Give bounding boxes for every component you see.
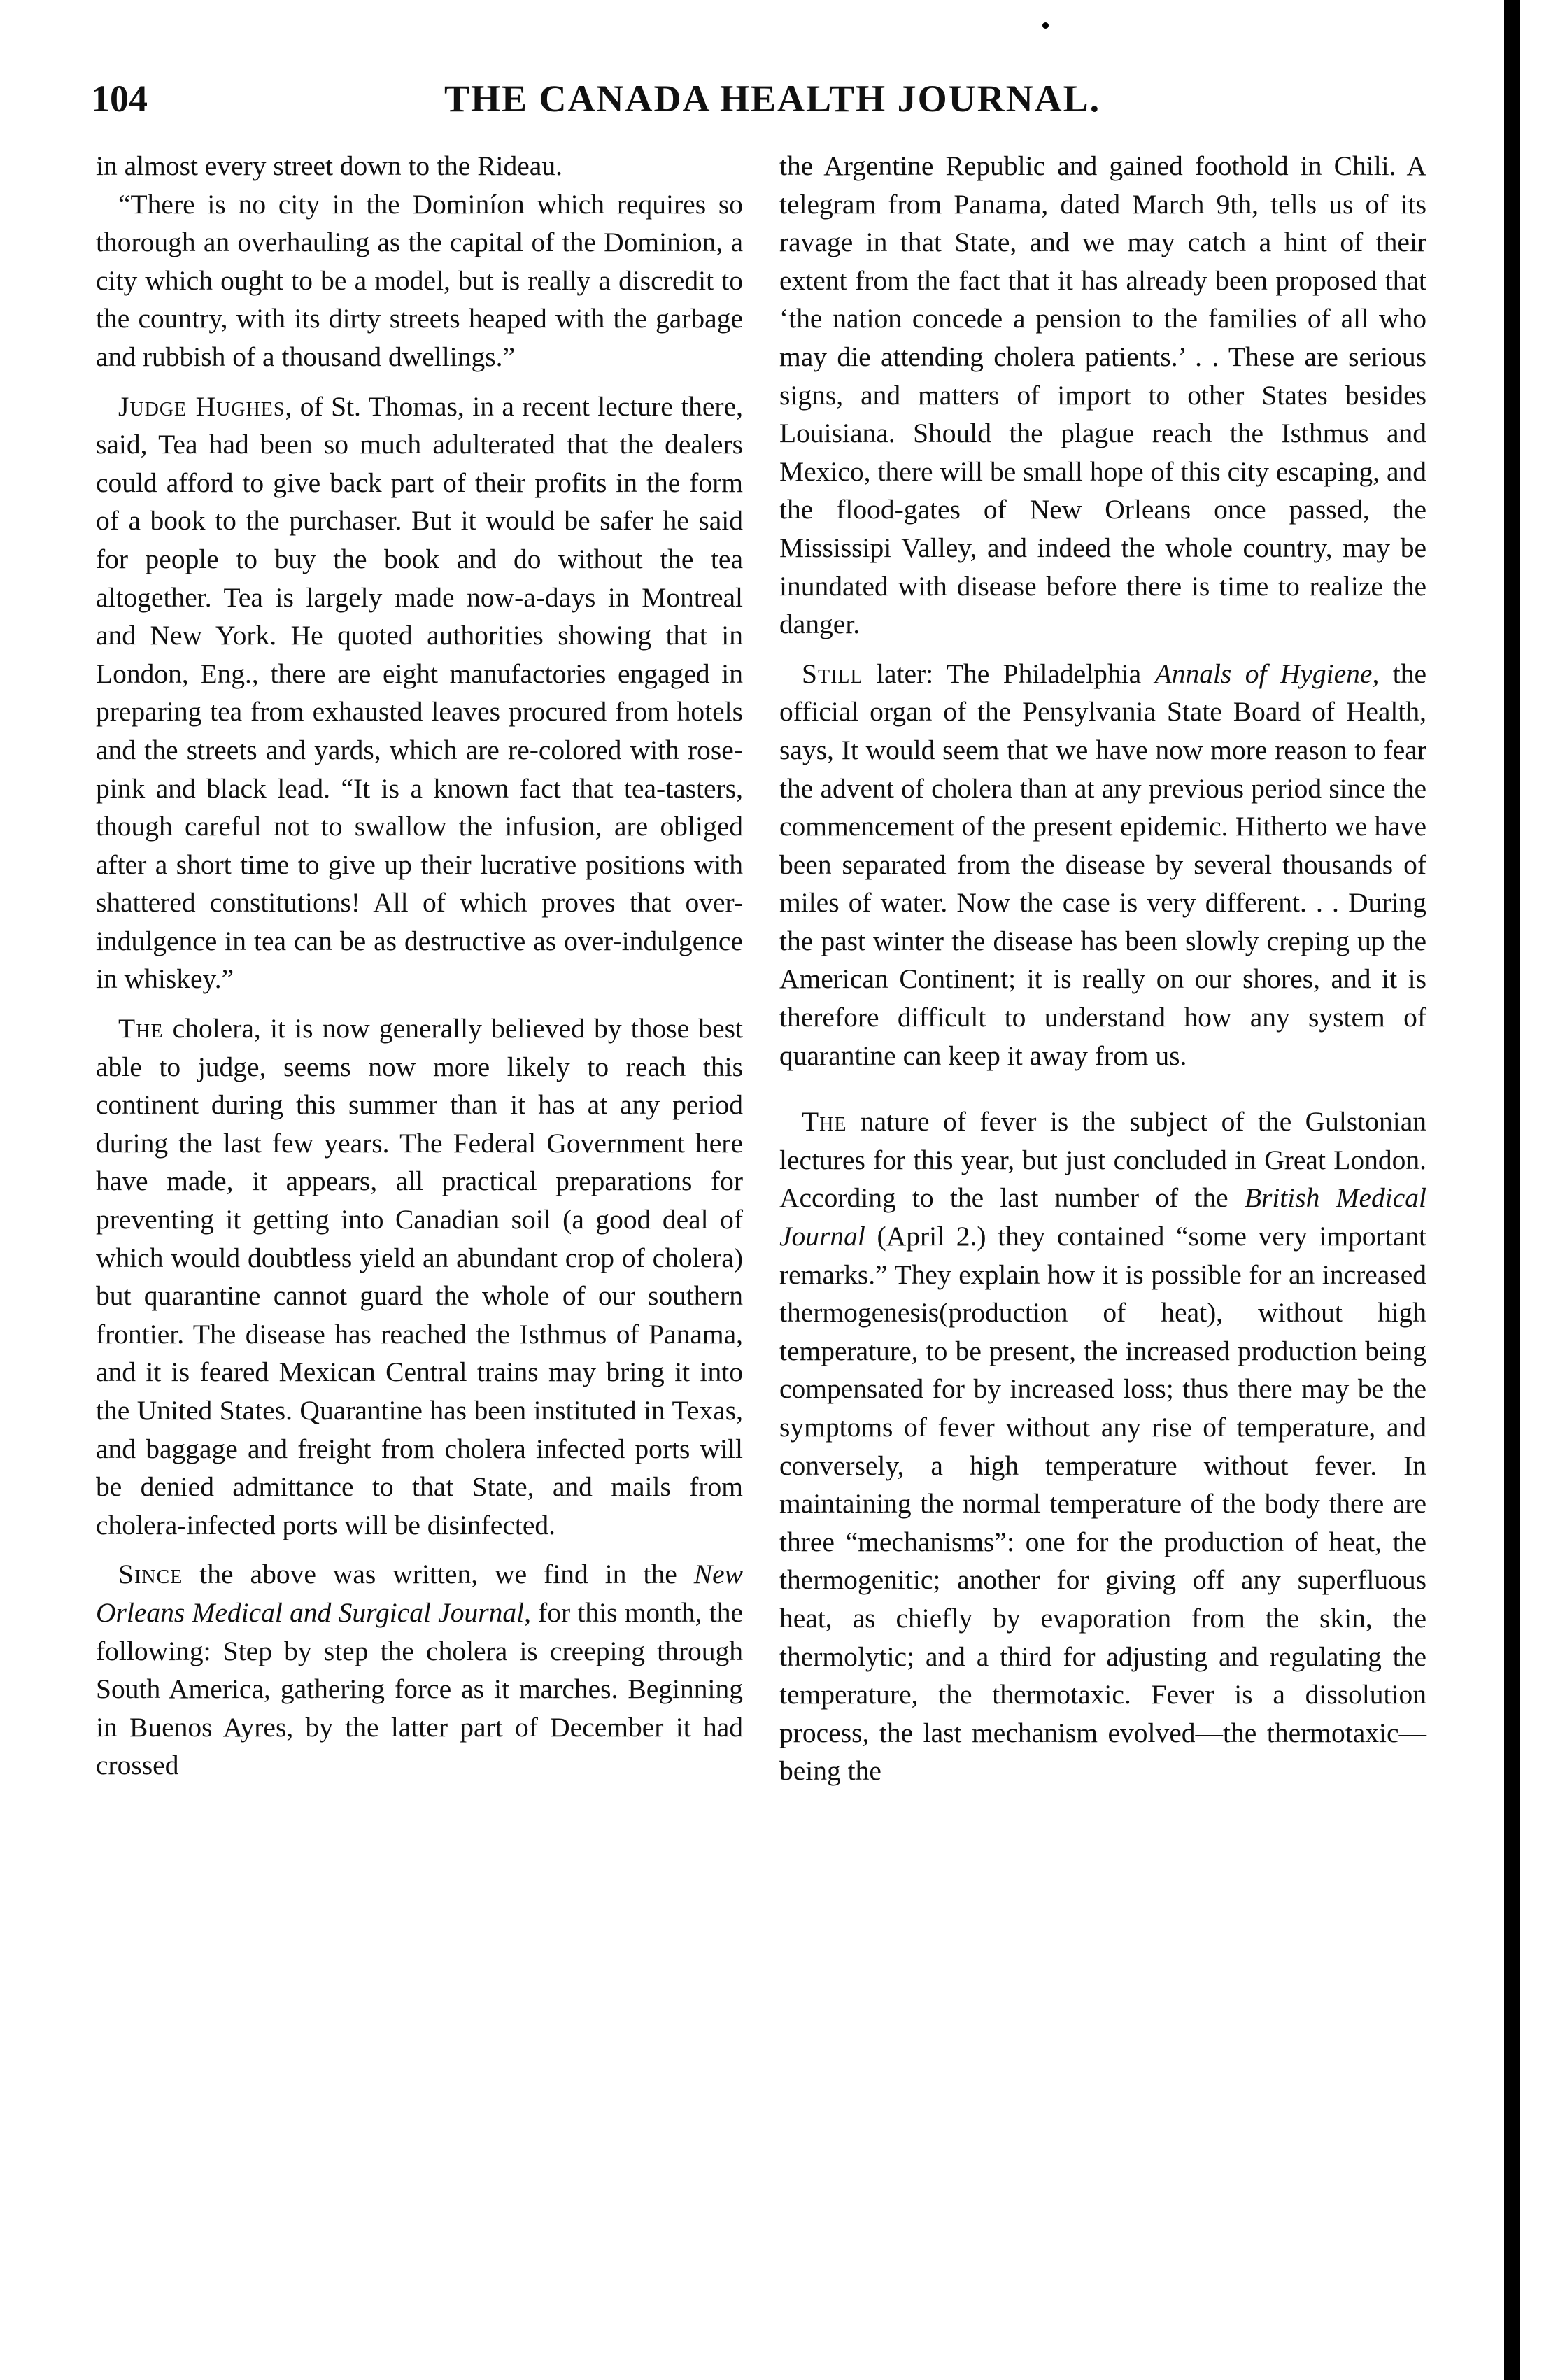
right-p2-text-b: , the official organ of the Pensylvania State Board of Health, says, It would seem that we have now more reason to fear the advent of cholera than at any previous period since the commencement of the present epidemic. Hitherto we have been separated from the disease by several thousands of miles of water. Now the case is very different. . . During the past winter the disease has been slowly creping up the American Continent; it is really on our shores, and it is therefore difficult to understand how any system of quarantine can keep it away from us. bbox=[779, 658, 1426, 1071]
left-p5-text-b: , for this month, the following: Step by step the cholera is creeping through South America, gathering force as it marches. Beginning in Buenos Ayres, by the latter part of December it had crossed bbox=[96, 1596, 743, 1781]
left-paragraph-1 bbox=[96, 147, 743, 185]
left-p5-lead: Since bbox=[118, 1559, 183, 1590]
right-paragraph-1 bbox=[779, 147, 1426, 644]
left-column bbox=[96, 147, 743, 1785]
right-p1-text: the Argentine Republic and gained foothold in Chili. A telegram from Panama, dated March 9th, tells us of its ravage in that State, and we may catch a hint of their extent from the fact that it has already been proposed that ‘the nation concede a pension to the families of all who may die attending cholera patients.’ . . These are serious signs, and matters of import to other States besides Louisiana. Should the plague reach the Isthmus and Mexico, there will be small hope of this city escaping, and the flood-gates of New Orleans once passed, the Mississipi Valley, and indeed the whole country, may be inundated with disease before there is time to realize the danger. bbox=[779, 150, 1426, 640]
right-p3-text-a: nature of fever is the subject of the Gulstonian lectures for this year, but just concluded in Great London. According to the last number of the bbox=[779, 1106, 1426, 1214]
running-head bbox=[91, 77, 1462, 133]
ink-speck bbox=[1042, 22, 1049, 29]
right-p3-lead: The bbox=[802, 1106, 847, 1138]
right-paragraph-3 bbox=[779, 1103, 1426, 1790]
left-paragraph-4 bbox=[96, 1010, 743, 1544]
page-number: 104 bbox=[91, 78, 148, 120]
right-p2-text-a: later: The Philadelphia bbox=[863, 658, 1155, 689]
right-paragraph-2 bbox=[779, 655, 1426, 1075]
page-edge-shadow bbox=[1504, 0, 1520, 2380]
left-paragraph-3 bbox=[96, 388, 743, 999]
right-p2-lead: Still bbox=[802, 658, 863, 689]
left-paragraph-2 bbox=[96, 185, 743, 376]
right-p2-journal-name: Annals of Hygiene bbox=[1154, 658, 1373, 689]
left-p5-journal-name: New Orleans Medical and Surgical Journal bbox=[96, 1559, 743, 1628]
right-p3-journal-name: British Medical Journal bbox=[779, 1182, 1426, 1252]
left-p3-text: , of St. Thomas, in a recent lecture there, said, Tea had been so much adulterated that the dealers could afford to give back part of their profits in the form of a book to the purchaser. But it would be safer he said for people to buy the book and do without the tea altogether. Tea is largely made now-a-days in Montreal and New York. He quoted authorities showing that in London, Eng., there are eight manufactories engaged in preparing tea from exhausted leaves procured from hotels and the streets and yards, which are re-colored with rose-pink and black lead. “It is a known fact that tea-tasters, though careful not to swallow the infusion, are obliged after a short time to give up their lucrative positions with shattered constitutions! All of which proves that over-indulgence in tea can be as destructive as over-indulgence in whiskey.” bbox=[96, 390, 743, 995]
left-p4-lead: The bbox=[118, 1013, 164, 1044]
right-p3-text-b: (April 2.) they contained “some very important remarks.” They explain how it is possible for an increased thermogenesis(production of heat), without high temperature, to be present, the increased production being compensated for by increased loss; thus there may be the symptoms of fever without any rise of temperature, and conversely, a high temperature without fever. In maintaining the normal temperature of the body there are three “mechanisms”: one for the production of heat, the thermogenitic; another for giving off any superfluous heat, as chiefly by evaporation from the skin, the thermolytic; and a third for adjusting and regulating the temperature, the thermotaxic. Fever is a dissolution process, the last mechanism evolved—the thermotaxic—being the bbox=[779, 1221, 1426, 1787]
right-column bbox=[779, 147, 1426, 1790]
left-p3-lead: Judge Hughes bbox=[118, 390, 285, 422]
left-paragraph-5 bbox=[96, 1555, 743, 1785]
left-p4-text: cholera, it is now generally believed by those best able to judge, seems now more likely to reach this continent during this summer than it has at any period during the last few years. The Federal Government here have made, it appears, all practical preparations for preventing it getting into Canadian soil (a good deal of which would doubtless yield an abundant crop of cholera) but quarantine cannot guard the whole of our southern frontier. The disease has reached the Isthmus of Panama, and it is feared Mexican Central trains may bring it into the United States. Quarantine has been instituted in Texas, and baggage and freight from cholera infected ports will be denied admittance to that State, and mails from cholera-infected ports will be disinfected. bbox=[96, 1013, 743, 1540]
left-p5-text-a: the above was written, we find in the bbox=[183, 1559, 694, 1590]
left-p1-text: in almost every street down to the Rideau. bbox=[96, 150, 562, 181]
left-p2-text: “There is no city in the Dominíon which requires so thorough an overhauling as the capital of the Dominion, a city which ought to be a model, but is really a discredit to the country, with its dirty streets heaped with the garbage and rubbish of a thousand dwellings.” bbox=[96, 188, 743, 372]
journal-title: THE CANADA HEALTH JOURNAL. bbox=[444, 78, 1101, 120]
